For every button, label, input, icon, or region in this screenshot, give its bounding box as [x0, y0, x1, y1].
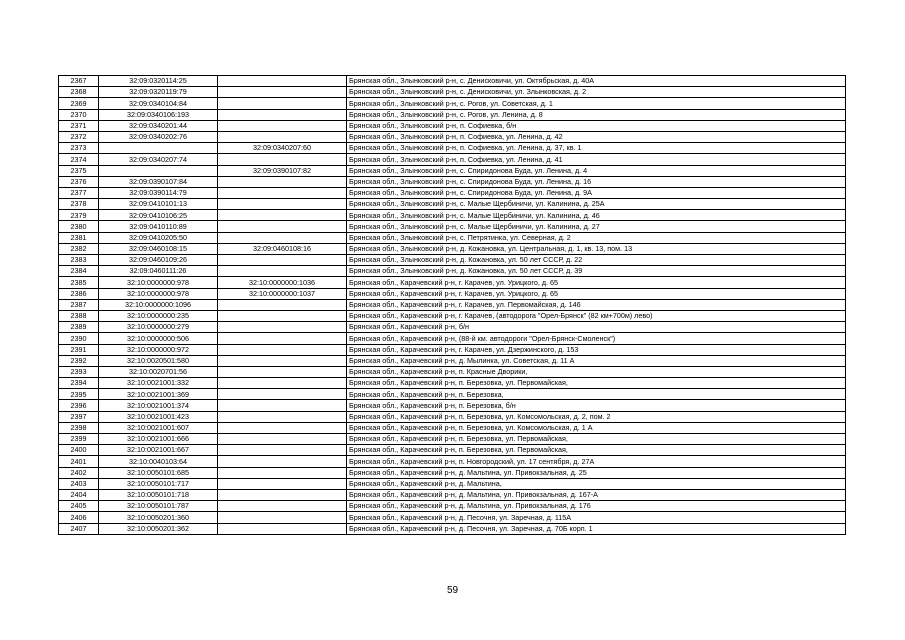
table-row [59, 310, 846, 321]
table-row [59, 277, 846, 288]
table-row [59, 243, 846, 254]
table-row [59, 400, 846, 411]
property-registry-table [58, 75, 846, 535]
row-number-cell: 2391 [59, 344, 99, 355]
linked-cadastral-number-cell [218, 389, 347, 400]
table-row [59, 87, 846, 98]
page-number: 59 [446, 585, 459, 596]
row-number-cell: 2367 [59, 76, 99, 87]
address-cell: Брянская обл., Злынковский р-н, с. Спиридонова Буда, ул. Ленина, д. 9А [347, 187, 846, 198]
cadastral-number-cell: 32:10:0050101:685 [99, 467, 218, 478]
linked-cadastral-number-cell [218, 87, 347, 98]
linked-cadastral-number-cell [218, 478, 347, 489]
cadastral-number-cell: 32:09:0340104:84 [99, 98, 218, 109]
table-row [59, 299, 846, 310]
row-number-cell: 2406 [59, 512, 99, 523]
cadastral-number-cell: 32:10:0020701:56 [99, 366, 218, 377]
linked-cadastral-number-cell [218, 266, 347, 277]
linked-cadastral-number-cell [218, 120, 347, 131]
address-cell: Брянская обл., Злынковский р-н, с. Рогов, ул. Ленина, д. 8 [347, 109, 846, 120]
row-number-cell: 2394 [59, 378, 99, 389]
address-cell: Брянская обл., Карачевский р-н, г. Карачев, ул. Первомайская, д. 146 [347, 299, 846, 310]
cadastral-number-cell: 32:10:0021001:667 [99, 445, 218, 456]
cadastral-number-cell: 32:10:0050101:717 [99, 478, 218, 489]
linked-cadastral-number-cell [218, 310, 347, 321]
linked-cadastral-number-cell [218, 366, 347, 377]
address-cell: Брянская обл., Злынковский р-н, с. Денисковичи, ул. Злынковская, д. 2 [347, 87, 846, 98]
linked-cadastral-number-cell [218, 489, 347, 500]
row-number-cell: 2403 [59, 478, 99, 489]
table-row [59, 143, 846, 154]
address-cell: Брянская обл., Карачевский р-н, г. Карачев, ул. Урицкого, д. 65 [347, 277, 846, 288]
row-number-cell: 2379 [59, 210, 99, 221]
linked-cadastral-number-cell [218, 456, 347, 467]
address-cell: Брянская обл., Злынковский р-н, с. Малые Щербиничи, ул. Калинина, д. 25А [347, 199, 846, 210]
table-row [59, 98, 846, 109]
table-row [59, 232, 846, 243]
address-cell: Брянская обл., Злынковский р-н, с. Спиридонова Буда, ул. Ленина, д. 4 [347, 165, 846, 176]
row-number-cell: 2368 [59, 87, 99, 98]
address-cell: Брянская обл., Злынковский р-н, д. Кожановка, ул. 50 лет СССР, д. 22 [347, 255, 846, 266]
linked-cadastral-number-cell: 32:09:0340207:60 [218, 143, 347, 154]
linked-cadastral-number-cell [218, 400, 347, 411]
table-row [59, 176, 846, 187]
row-number-cell: 2370 [59, 109, 99, 120]
address-cell: Брянская обл., Карачевский р-н, д. Мальтина, [347, 478, 846, 489]
row-number-cell: 2378 [59, 199, 99, 210]
cadastral-number-cell: 32:09:0410101:13 [99, 199, 218, 210]
table-row [59, 411, 846, 422]
table-row [59, 355, 846, 366]
row-number-cell: 2399 [59, 434, 99, 445]
linked-cadastral-number-cell [218, 355, 347, 366]
cadastral-number-cell: 32:09:0320114:25 [99, 76, 218, 87]
linked-cadastral-number-cell [218, 76, 347, 87]
linked-cadastral-number-cell [218, 176, 347, 187]
row-number-cell: 2397 [59, 411, 99, 422]
row-number-cell: 2371 [59, 120, 99, 131]
row-number-cell: 2401 [59, 456, 99, 467]
cadastral-number-cell: 32:10:0050201:362 [99, 523, 218, 534]
row-number-cell: 2388 [59, 310, 99, 321]
cadastral-number-cell: 32:09:0390107:84 [99, 176, 218, 187]
table-row [59, 467, 846, 478]
address-cell: Брянская обл., Карачевский р-н, п. Красные Дворики, [347, 366, 846, 377]
table-row [59, 378, 846, 389]
table-row [59, 199, 846, 210]
linked-cadastral-number-cell [218, 467, 347, 478]
linked-cadastral-number-cell [218, 333, 347, 344]
address-cell: Брянская обл., Карачевский р-н, д. Песочня, ул. Заречная, д. 70Б корп. 1 [347, 523, 846, 534]
linked-cadastral-number-cell [218, 422, 347, 433]
table-row [59, 422, 846, 433]
address-cell: Брянская обл., Карачевский р-н, г. Карачев, ул. Дзержинского, д. 153 [347, 344, 846, 355]
address-cell: Брянская обл., Злынковский р-н, с. Денисковичи, ул. Октябрьская, д. 40А [347, 76, 846, 87]
cadastral-number-cell: 32:09:0460109:26 [99, 255, 218, 266]
linked-cadastral-number-cell [218, 109, 347, 120]
address-cell: Брянская обл., Карачевский р-н, (88-й км. автодороги "Орел-Брянск-Смоленск") [347, 333, 846, 344]
registry-table-body [59, 76, 846, 535]
table-row [59, 221, 846, 232]
cadastral-number-cell: 32:10:0050101:787 [99, 501, 218, 512]
linked-cadastral-number-cell [218, 232, 347, 243]
linked-cadastral-number-cell [218, 210, 347, 221]
address-cell: Брянская обл., Карачевский р-н, д. Мылинка, ул. Советская, д. 11 А [347, 355, 846, 366]
row-number-cell: 2400 [59, 445, 99, 456]
linked-cadastral-number-cell [218, 445, 347, 456]
cadastral-number-cell: 32:10:0021001:423 [99, 411, 218, 422]
address-cell: Брянская обл., Карачевский р-н, п. Березовка, ул. Первомайская, [347, 445, 846, 456]
table-row [59, 333, 846, 344]
address-cell: Брянская обл., Карачевский р-н, г. Карачев, (автодорога "Орел-Брянск" (82 км+700м) лево) [347, 310, 846, 321]
table-row [59, 165, 846, 176]
row-number-cell: 2393 [59, 366, 99, 377]
table-row [59, 389, 846, 400]
row-number-cell: 2376 [59, 176, 99, 187]
cadastral-number-cell: 32:10:0000000:978 [99, 277, 218, 288]
row-number-cell: 2387 [59, 299, 99, 310]
linked-cadastral-number-cell [218, 322, 347, 333]
address-cell: Брянская обл., Карачевский р-н, п. Березовка, ул. Комсомольская, д. 2, пом. 2 [347, 411, 846, 422]
linked-cadastral-number-cell [218, 221, 347, 232]
row-number-cell: 2392 [59, 355, 99, 366]
table-row [59, 489, 846, 500]
cadastral-number-cell: 32:09:0340106:193 [99, 109, 218, 120]
linked-cadastral-number-cell [218, 131, 347, 142]
row-number-cell: 2398 [59, 422, 99, 433]
row-number-cell: 2372 [59, 131, 99, 142]
address-cell: Брянская обл., Злынковский р-н, с. Спиридонова Буда, ул. Ленина, д. 16 [347, 176, 846, 187]
linked-cadastral-number-cell: 32:10:0000000:1036 [218, 277, 347, 288]
address-cell: Брянская обл., Карачевский р-н, п. Березовка, ул. Первомайская, [347, 378, 846, 389]
cadastral-number-cell: 32:10:0050101:718 [99, 489, 218, 500]
cadastral-number-cell: 32:10:0000000:506 [99, 333, 218, 344]
table-row [59, 512, 846, 523]
address-cell: Брянская обл., Карачевский р-н, д. Мальтина, ул. Привокзальная, д. 176 [347, 501, 846, 512]
address-cell: Брянская обл., Злынковский р-н, с. Петрятинка, ул. Северная, д. 2 [347, 232, 846, 243]
table-row [59, 434, 846, 445]
row-number-cell: 2369 [59, 98, 99, 109]
table-row [59, 288, 846, 299]
address-cell: Брянская обл., Злынковский р-н, д. Кожановка, ул. Центральная, д. 1, кв. 13, пом. 13 [347, 243, 846, 254]
table-row [59, 366, 846, 377]
cadastral-number-cell [99, 165, 218, 176]
cadastral-number-cell: 32:09:0410106:25 [99, 210, 218, 221]
table-row [59, 120, 846, 131]
table-row [59, 109, 846, 120]
cadastral-number-cell: 32:10:0020501:580 [99, 355, 218, 366]
linked-cadastral-number-cell: 32:10:0000000:1037 [218, 288, 347, 299]
table-row [59, 210, 846, 221]
table-row [59, 501, 846, 512]
linked-cadastral-number-cell [218, 98, 347, 109]
address-cell: Брянская обл., Злынковский р-н, с. Малые Щербиничи, ул. Калинина, д. 46 [347, 210, 846, 221]
address-cell: Брянская обл., Злынковский р-н, п. Софиевка, ул. Ленина, д. 42 [347, 131, 846, 142]
row-number-cell: 2373 [59, 143, 99, 154]
row-number-cell: 2382 [59, 243, 99, 254]
cadastral-number-cell: 32:10:0000000:972 [99, 344, 218, 355]
address-cell: Брянская обл., Злынковский р-н, п. Софиевка, ул. Ленина, д. 41 [347, 154, 846, 165]
table-row [59, 456, 846, 467]
linked-cadastral-number-cell: 32:09:0390107:82 [218, 165, 347, 176]
cadastral-number-cell: 32:09:0410110:89 [99, 221, 218, 232]
row-number-cell: 2375 [59, 165, 99, 176]
cadastral-number-cell: 32:09:0410205:50 [99, 232, 218, 243]
cadastral-number-cell: 32:09:0340202:76 [99, 131, 218, 142]
linked-cadastral-number-cell [218, 411, 347, 422]
row-number-cell: 2404 [59, 489, 99, 500]
cadastral-number-cell: 32:10:0021001:607 [99, 422, 218, 433]
linked-cadastral-number-cell [218, 501, 347, 512]
table-row [59, 255, 846, 266]
row-number-cell: 2390 [59, 333, 99, 344]
cadastral-number-cell: 32:09:0460108:15 [99, 243, 218, 254]
linked-cadastral-number-cell [218, 523, 347, 534]
row-number-cell: 2384 [59, 266, 99, 277]
cadastral-number-cell: 32:10:0050201:360 [99, 512, 218, 523]
row-number-cell: 2402 [59, 467, 99, 478]
address-cell: Брянская обл., Карачевский р-н, д. Песочня, ул. Заречная, д. 115А [347, 512, 846, 523]
address-cell: Брянская обл., Злынковский р-н, с. Рогов, ул. Советская, д. 1 [347, 98, 846, 109]
address-cell: Брянская обл., Карачевский р-н, п. Новгородский, ул. 17 сентября, д. 27А [347, 456, 846, 467]
address-cell: Брянская обл., Злынковский р-н, п. Софиевка, ул. Ленина, д. 37, кв. 1 [347, 143, 846, 154]
address-cell: Брянская обл., Карачевский р-н, б/н [347, 322, 846, 333]
table-row [59, 131, 846, 142]
table-row [59, 445, 846, 456]
address-cell: Брянская обл., Злынковский р-н, п. Софиевка, б/н [347, 120, 846, 131]
table-row [59, 187, 846, 198]
linked-cadastral-number-cell [218, 187, 347, 198]
linked-cadastral-number-cell [218, 199, 347, 210]
linked-cadastral-number-cell [218, 255, 347, 266]
cadastral-number-cell: 32:10:0021001:369 [99, 389, 218, 400]
row-number-cell: 2383 [59, 255, 99, 266]
table-row [59, 266, 846, 277]
row-number-cell: 2396 [59, 400, 99, 411]
address-cell: Брянская обл., Злынковский р-н, с. Малые Щербиничи, ул. Калинина, д. 27 [347, 221, 846, 232]
cadastral-number-cell: 32:09:0340207:74 [99, 154, 218, 165]
cadastral-number-cell: 32:10:0000000:235 [99, 310, 218, 321]
cadastral-number-cell: 32:10:0021001:666 [99, 434, 218, 445]
cadastral-number-cell: 32:10:0021001:374 [99, 400, 218, 411]
row-number-cell: 2405 [59, 501, 99, 512]
row-number-cell: 2389 [59, 322, 99, 333]
cadastral-number-cell: 32:10:0000000:978 [99, 288, 218, 299]
linked-cadastral-number-cell [218, 154, 347, 165]
cadastral-number-cell: 32:09:0340201:44 [99, 120, 218, 131]
address-cell: Брянская обл., Карачевский р-н, г. Карачев, ул. Урицкого, д. 65 [347, 288, 846, 299]
address-cell: Брянская обл., Карачевский р-н, п. Березовка, ул. Комсомольская, д. 1 А [347, 422, 846, 433]
row-number-cell: 2380 [59, 221, 99, 232]
address-cell: Брянская обл., Карачевский р-н, д. Мальтина, ул. Привокзальная, д. 25 [347, 467, 846, 478]
row-number-cell: 2385 [59, 277, 99, 288]
cadastral-number-cell: 32:10:0021001:332 [99, 378, 218, 389]
row-number-cell: 2374 [59, 154, 99, 165]
address-cell: Брянская обл., Карачевский р-н, п. Березовка, ул. Первомайская, [347, 434, 846, 445]
table-row [59, 76, 846, 87]
cadastral-number-cell: 32:10:0040103:64 [99, 456, 218, 467]
row-number-cell: 2407 [59, 523, 99, 534]
linked-cadastral-number-cell: 32:09:0460108:16 [218, 243, 347, 254]
address-cell: Брянская обл., Карачевский р-н, д. Мальтина, ул. Привокзальная, д. 167-А [347, 489, 846, 500]
cadastral-number-cell: 32:09:0460111:26 [99, 266, 218, 277]
table-row [59, 478, 846, 489]
linked-cadastral-number-cell [218, 344, 347, 355]
address-cell: Брянская обл., Злынковский р-н, д. Кожановка, ул. 50 лет СССР, д. 39 [347, 266, 846, 277]
table-row [59, 154, 846, 165]
cadastral-number-cell: 32:10:0000000:279 [99, 322, 218, 333]
cadastral-number-cell: 32:09:0320119:79 [99, 87, 218, 98]
row-number-cell: 2386 [59, 288, 99, 299]
table-row [59, 322, 846, 333]
linked-cadastral-number-cell [218, 378, 347, 389]
row-number-cell: 2381 [59, 232, 99, 243]
table-row [59, 344, 846, 355]
table-row [59, 523, 846, 534]
cadastral-number-cell: 32:10:0000000:1096 [99, 299, 218, 310]
address-cell: Брянская обл., Карачевский р-н, п. Березовка, б/н [347, 400, 846, 411]
linked-cadastral-number-cell [218, 299, 347, 310]
address-cell: Брянская обл., Карачевский р-н, п. Березовка, [347, 389, 846, 400]
cadastral-number-cell [99, 143, 218, 154]
cadastral-number-cell: 32:09:0390114:79 [99, 187, 218, 198]
row-number-cell: 2395 [59, 389, 99, 400]
linked-cadastral-number-cell [218, 434, 347, 445]
row-number-cell: 2377 [59, 187, 99, 198]
linked-cadastral-number-cell [218, 512, 347, 523]
